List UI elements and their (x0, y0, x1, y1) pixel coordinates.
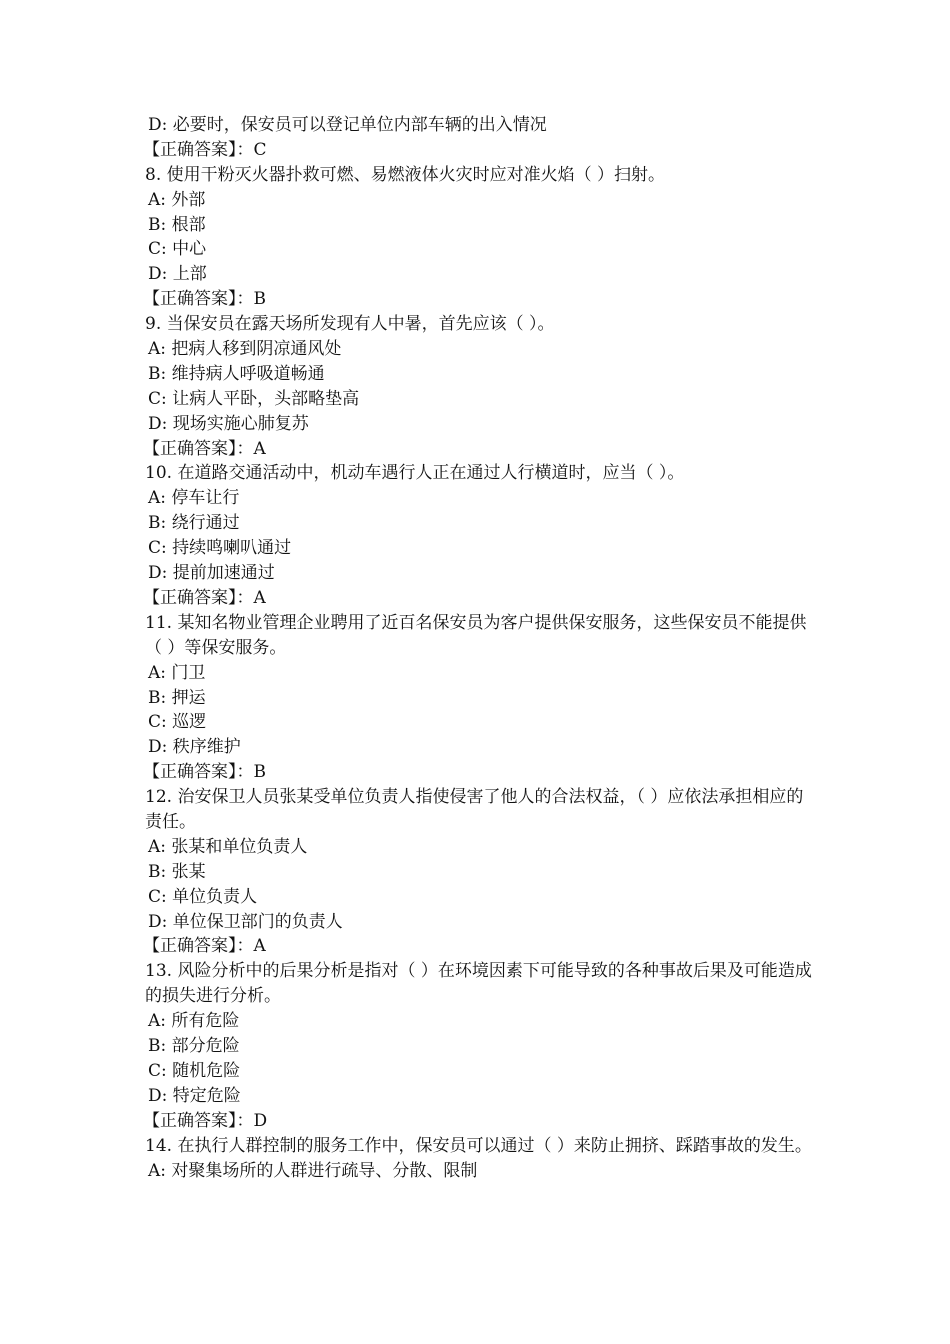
option-line: C: 单位负责人 (148, 886, 258, 907)
answer-line: 【正确答案】：C (143, 139, 267, 160)
question-8 (145, 163, 815, 312)
option-line: C: 巡逻 (148, 712, 207, 733)
option-line: C: 随机危险 (148, 1060, 241, 1081)
option-line: C: 让病人平卧，头部略垫高 (148, 388, 360, 409)
question-10 (145, 461, 815, 610)
question-stem: 9. 当保安员在露天场所发现有人中暑，首先应该（ ）。 (145, 314, 555, 335)
option-line: C: 持续鸣喇叭通过 (148, 538, 292, 559)
option-line: D: 特定危险 (148, 1085, 241, 1106)
option-line: A: 所有危险 (148, 1011, 240, 1032)
answer-line: 【正确答案】：A (143, 936, 266, 957)
document-page (145, 113, 815, 1183)
answer-line: 【正确答案】：B (143, 289, 266, 310)
option-line: A: 张某和单位负责人 (148, 836, 308, 857)
option-line: B: 押运 (148, 687, 206, 708)
question-12 (145, 785, 815, 959)
answer-line: 【正确答案】：A (143, 438, 266, 459)
question-9 (145, 312, 815, 461)
question-stem: 12. 治安保卫人员张某受单位负责人指使侵害了他人的合法权益，（ ）应依法承担相应的责任。 (145, 787, 804, 832)
question-11 (145, 611, 815, 785)
question-stem: 14. 在执行人群控制的服务工作中，保安员可以通过（ ）来防止拥挤、踩踏事故的发生。 (145, 1135, 812, 1156)
question-stem: 10. 在道路交通活动中，机动车遇行人正在通过人行横道时，应当（ ）。 (145, 463, 685, 484)
question-stem: 13. 风险分析中的后果分析是指对（ ）在环境因素下可能导致的各种事故后果及可能造成的损失进行分析。 (145, 961, 812, 1007)
option-line: C: 中心 (148, 239, 207, 260)
option-line: A: 门卫 (148, 662, 206, 683)
answer-line: 【正确答案】：A (143, 587, 266, 608)
option-line: A: 对聚集场所的人群进行疏导、分散、限制 (148, 1160, 478, 1181)
option-line: A: 把病人移到阴凉通风处 (148, 339, 342, 360)
question-14 (145, 1134, 815, 1184)
option-line: B: 张某 (148, 861, 206, 882)
option-line: B: 部分危险 (148, 1036, 240, 1057)
option-line: B: 绕行通过 (148, 513, 240, 534)
option-line: D: 单位保卫部门的负责人 (148, 911, 343, 932)
question-13 (145, 959, 815, 1133)
option-line: D: 必要时，保安员可以登记单位内部车辆的出入情况 (148, 115, 547, 135)
option-line: B: 维持病人呼吸道畅通 (148, 363, 325, 384)
question-stem: 11. 某知名物业管理企业聘用了近百名保安员为客户提供保安服务，这些保安员不能提供（ ）等保安服务。 (145, 612, 807, 658)
option-line: D: 提前加速通过 (148, 563, 275, 584)
question-stem: 8. 使用干粉灭火器扑救可燃、易燃液体火灾时应对准火焰（ ）扫射。 (145, 164, 666, 185)
option-line: A: 停车让行 (148, 488, 240, 509)
option-line: D: 上部 (148, 264, 207, 285)
option-line: D: 现场实施心肺复苏 (148, 413, 309, 434)
option-line: A: 外部 (148, 189, 206, 210)
answer-line: 【正确答案】：D (143, 1110, 268, 1131)
option-line: D: 秩序维护 (148, 737, 241, 758)
option-line: B: 根部 (148, 214, 206, 235)
answer-line: 【正确答案】：B (143, 762, 266, 783)
